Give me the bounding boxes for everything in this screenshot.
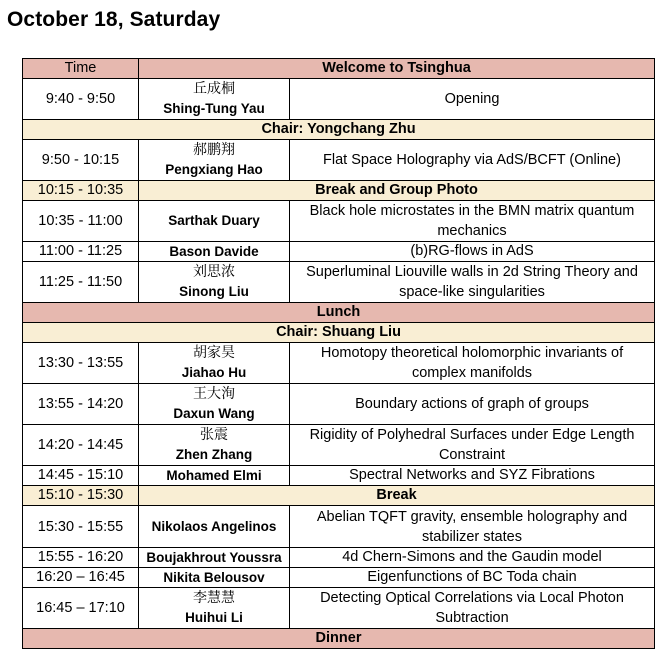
- speaker-cell: [139, 588, 290, 629]
- talk-title: Detecting Optical Correlations via Local Photon Subtraction: [290, 588, 655, 629]
- header-event: Welcome to Tsinghua: [139, 59, 655, 79]
- speaker-chinese-name: 胡家昊: [193, 345, 235, 361]
- speaker-cell: [139, 262, 290, 303]
- table-row: [23, 506, 655, 548]
- meal-row: [23, 303, 655, 323]
- section-row: [23, 323, 655, 343]
- break-label: Break: [139, 486, 655, 506]
- break-label: Break and Group Photo: [139, 181, 655, 201]
- table-row: [23, 262, 655, 303]
- time-cell: 13:30 - 13:55: [23, 343, 139, 384]
- time-cell: 16:20 – 16:45: [23, 568, 139, 588]
- talk-title: Eigenfunctions of BC Toda chain: [290, 568, 655, 588]
- table-row: [23, 425, 655, 466]
- talk-title: Superluminal Liouville walls in 2d String Theory and space-like singularities: [290, 262, 655, 303]
- talk-title: Black hole microstates in the BMN matrix quantum mechanics: [290, 201, 655, 242]
- speaker-name: Nikita Belousov: [139, 568, 290, 588]
- time-cell: 9:40 - 9:50: [23, 79, 139, 120]
- table-row: [23, 588, 655, 629]
- table-row: [23, 384, 655, 425]
- table-row: [23, 568, 655, 588]
- speaker-name: Zhen Zhang: [175, 447, 253, 462]
- table-row: [23, 79, 655, 120]
- table-row: [23, 201, 655, 242]
- speaker-name: Boujakhrout Youssra: [139, 548, 290, 568]
- page-title: October 18, Saturday: [7, 8, 221, 31]
- header-time: Time: [23, 59, 139, 79]
- speaker-cell: [139, 140, 290, 181]
- talk-title: Spectral Networks and SYZ Fibrations: [290, 466, 655, 486]
- speaker-name: Pengxiang Hao: [165, 162, 263, 177]
- speaker-cell: [139, 79, 290, 120]
- time-cell: 11:00 - 11:25: [23, 242, 139, 262]
- talk-title: Homotopy theoretical holomorphic invariants of complex manifolds: [290, 343, 655, 384]
- speaker-chinese-name: 张震: [200, 427, 228, 443]
- speaker-cell: [139, 425, 290, 466]
- break-row: [23, 486, 655, 506]
- speaker-name: Nikolaos Angelinos: [139, 506, 290, 548]
- talk-title: Abelian TQFT gravity, ensemble holography and stabilizer states: [290, 506, 655, 548]
- speaker-name: Daxun Wang: [173, 406, 255, 421]
- table-row: [23, 140, 655, 181]
- meal-row: [23, 629, 655, 649]
- time-cell: 14:20 - 14:45: [23, 425, 139, 466]
- section-row: [23, 120, 655, 140]
- table-row: [23, 466, 655, 486]
- header-row: [23, 59, 655, 79]
- speaker-name: Huihui Li: [185, 610, 243, 625]
- time-cell: 10:35 - 11:00: [23, 201, 139, 242]
- speaker-name: Jiahao Hu: [181, 365, 247, 380]
- table-row: [23, 242, 655, 262]
- talk-title: 4d Chern-Simons and the Gaudin model: [290, 548, 655, 568]
- talk-title: (b)RG-flows in AdS: [290, 242, 655, 262]
- speaker-cell: [139, 384, 290, 425]
- talk-title: Opening: [290, 79, 655, 120]
- speaker-name: Shing-Tung Yau: [163, 101, 265, 116]
- time-cell: 10:15 - 10:35: [23, 181, 139, 201]
- talk-title: Flat Space Holography via AdS/BCFT (Online): [290, 140, 655, 181]
- time-cell: 15:10 - 15:30: [23, 486, 139, 506]
- break-row: [23, 181, 655, 201]
- time-cell: 15:30 - 15:55: [23, 506, 139, 548]
- schedule-table: [22, 58, 655, 649]
- speaker-chinese-name: 刘思浓: [193, 264, 235, 280]
- table-row: [23, 343, 655, 384]
- chair-label: Chair: Shuang Liu: [23, 323, 655, 343]
- time-cell: 13:55 - 14:20: [23, 384, 139, 425]
- meal-label: Lunch: [23, 303, 655, 323]
- speaker-chinese-name: 丘成桐: [193, 81, 235, 97]
- speaker-name: Sarthak Duary: [139, 201, 290, 242]
- time-cell: 16:45 – 17:10: [23, 588, 139, 629]
- meal-label: Dinner: [23, 629, 655, 649]
- speaker-chinese-name: 李慧慧: [193, 590, 235, 606]
- chair-label: Chair: Yongchang Zhu: [23, 120, 655, 140]
- speaker-chinese-name: 郝鹏翔: [193, 142, 235, 158]
- speaker-name: Bason Davide: [139, 242, 290, 262]
- speaker-name: Mohamed Elmi: [139, 466, 290, 486]
- speaker-name: Sinong Liu: [179, 284, 249, 299]
- speaker-cell: [139, 343, 290, 384]
- table-row: [23, 548, 655, 568]
- time-cell: 11:25 - 11:50: [23, 262, 139, 303]
- talk-title: Rigidity of Polyhedral Surfaces under Edge Length Constraint: [290, 425, 655, 466]
- time-cell: 15:55 - 16:20: [23, 548, 139, 568]
- talk-title: Boundary actions of graph of groups: [290, 384, 655, 425]
- speaker-chinese-name: 王大洵: [193, 386, 235, 402]
- time-cell: 9:50 - 10:15: [23, 140, 139, 181]
- time-cell: 14:45 - 15:10: [23, 466, 139, 486]
